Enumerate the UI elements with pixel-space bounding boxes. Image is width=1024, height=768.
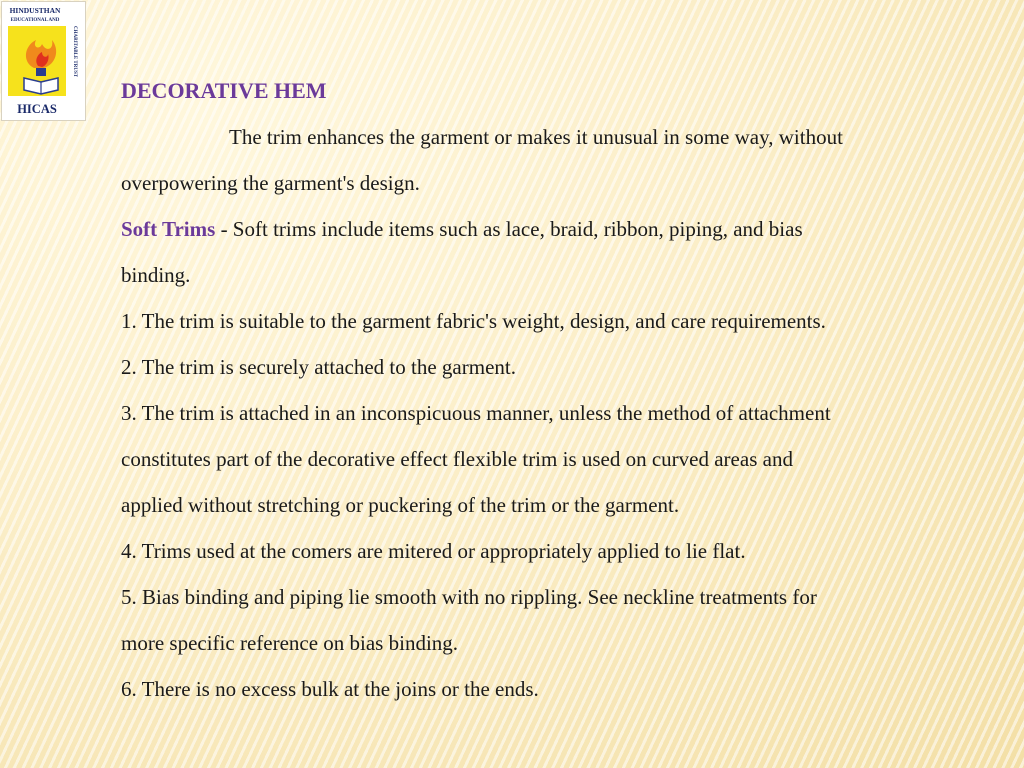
soft-trims-paragraph xyxy=(121,206,1001,252)
list-item-3-line-3: applied without stretching or puckering of the trim or the garment. xyxy=(121,493,680,517)
list-item-4: 4. Trims used at the comers are mitered or appropriately applied to lie flat. xyxy=(121,539,746,563)
slide-title: DECORATIVE HEM xyxy=(121,78,327,103)
logo-org-side: CHARITABLE TRUST xyxy=(72,26,77,78)
hicas-logo xyxy=(1,1,86,121)
logo-org-line1: HINDUSTHAN xyxy=(9,6,61,15)
logo-org-line2: EDUCATIONAL AND xyxy=(10,18,60,23)
list-item-2: 2. The trim is securely attached to the garment. xyxy=(121,355,516,379)
intro-line-1: The trim enhances the garment or makes it unusual in some way, without xyxy=(229,125,843,149)
logo-torch-handle-icon xyxy=(36,68,46,76)
intro-line-2: overpowering the garment's design. xyxy=(121,171,420,195)
soft-trims-continuation: binding. xyxy=(121,263,191,287)
slide-content xyxy=(121,68,1001,712)
list-item-1: 1. The trim is suitable to the garment fabric's weight, design, and care requirements. xyxy=(121,309,826,333)
list-item-3-line-2: constitutes part of the decorative effect flexible trim is used on curved areas and xyxy=(121,447,793,471)
list-item-3-line-1: 3. The trim is attached in an inconspicuous manner, unless the method of attachment xyxy=(121,401,831,425)
soft-trims-text: - Soft trims include items such as lace, braid, ribbon, piping, and bias xyxy=(215,217,803,241)
list-item-5-line-2: more specific reference on bias binding. xyxy=(121,631,459,655)
logo-abbr: HICAS xyxy=(17,102,57,116)
list-item-5-line-1: 5. Bias binding and piping lie smooth with no rippling. See neckline treatments for xyxy=(121,585,817,609)
list-item-6: 6. There is no excess bulk at the joins or the ends. xyxy=(121,677,539,701)
soft-trims-label: Soft Trims xyxy=(121,217,216,241)
